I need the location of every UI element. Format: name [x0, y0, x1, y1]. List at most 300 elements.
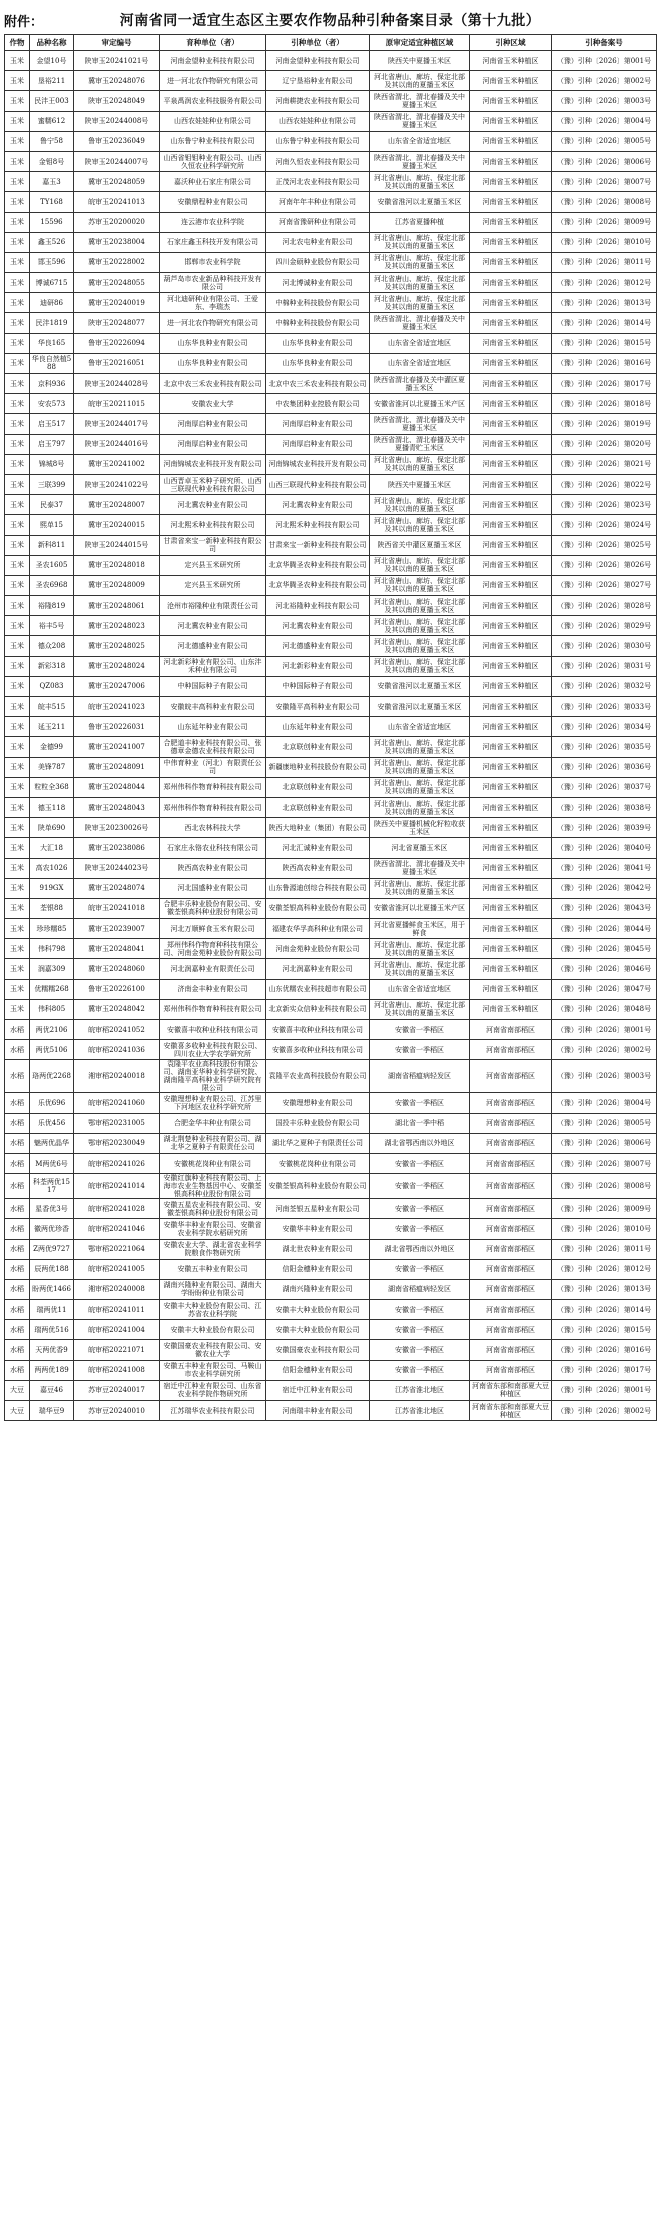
cell-variety: QZ083: [30, 676, 74, 696]
cell-crop: 玉米: [5, 717, 30, 737]
cell-original-region: 河北省夏播玉米区: [370, 838, 470, 858]
cell-intro-region: 河南省玉米种植区: [470, 737, 552, 757]
cell-breeder: 安徽红旗种业科技有限公司、上海市农业生物基因中心、安徽荃银高科种业股份有限公司: [160, 1174, 266, 1199]
cell-introducer: 福建农华孚高科种业有限公司: [266, 919, 370, 939]
cell-variety: 鲁宁58: [30, 131, 74, 151]
cell-original-region: 河北省唐山、廊坊、保定北部及其以南的夏播玉米区: [370, 71, 470, 91]
cell-breeder: 安徽丰大种业股份有限公司、江苏省农业科学院: [160, 1300, 266, 1320]
cell-approval-no: 冀审玉20240019: [74, 293, 160, 313]
table-row: [5, 1239, 657, 1259]
table-row: [5, 232, 657, 252]
cell-original-region: 陕西省渭北、渭北春播及关中夏播青贮玉米区: [370, 434, 470, 454]
cell-record-no: （豫）引种〔2026〕第018号: [552, 394, 657, 414]
cell-approval-no: 鄂审稻20231005: [74, 1113, 160, 1133]
cell-variety: 锦城8号: [30, 454, 74, 474]
cell-introducer: 中农集团种业控股有限公司: [266, 394, 370, 414]
cell-approval-no: 陕审玉20244017号: [74, 414, 160, 434]
cell-record-no: （豫）引种〔2026〕第007号: [552, 172, 657, 192]
cell-original-region: 安徽省一季稻区: [370, 1340, 470, 1360]
cell-original-region: 河北省唐山、廊坊、保定北部及其以南的夏播玉米区: [370, 515, 470, 535]
table-row: [5, 919, 657, 939]
table-row: [5, 1020, 657, 1040]
cell-variety: 大汇18: [30, 838, 74, 858]
cell-record-no: （豫）引种〔2026〕第008号: [552, 192, 657, 212]
cell-introducer: 安徽桃花岗种业有限公司: [266, 1153, 370, 1173]
cell-intro-region: 河南省南部稻区: [470, 1199, 552, 1219]
cell-breeder: 进一河北农作物研究有限公司: [160, 71, 266, 91]
cell-variety: 盼两优1466: [30, 1279, 74, 1299]
cell-crop: 玉米: [5, 454, 30, 474]
cell-record-no: （豫）引种〔2026〕第039号: [552, 818, 657, 838]
cell-introducer: 北京联创种业有限公司: [266, 797, 370, 817]
cell-crop: 玉米: [5, 333, 30, 353]
cell-variety: 粒粒全368: [30, 777, 74, 797]
cell-breeder: 平泉禹润农业科技服务有限公司: [160, 91, 266, 111]
cell-intro-region: 河南省玉米种植区: [470, 676, 552, 696]
table-row: [5, 1153, 657, 1173]
cell-introducer: 河南金望种业科技有限公司: [266, 51, 370, 71]
table-row: [5, 818, 657, 838]
cell-variety: 熙单15: [30, 515, 74, 535]
cell-crop: 玉米: [5, 91, 30, 111]
cell-breeder: 合肥道丰种业科技有限公司、张德章金德农业科技有限公司: [160, 737, 266, 757]
cell-breeder: 河南锦城农业科技开发有限公司: [160, 454, 266, 474]
cell-record-no: （豫）引种〔2026〕第012号: [552, 273, 657, 293]
cell-breeder: 郑州伟科作物育种科技有限公司: [160, 777, 266, 797]
cell-record-no: （豫）引种〔2026〕第026号: [552, 555, 657, 575]
cell-approval-no: 皖审稻20241005: [74, 1259, 160, 1279]
header-introducer: 引种单位（者）: [266, 35, 370, 51]
cell-variety: 润嘉309: [30, 959, 74, 979]
header-breeder: 育种单位（者）: [160, 35, 266, 51]
cell-approval-no: 鲁审玉20236049: [74, 131, 160, 151]
cell-record-no: （豫）引种〔2026〕第031号: [552, 656, 657, 676]
cell-approval-no: 皖审稻20241036: [74, 1040, 160, 1060]
cell-variety: 金德99: [30, 737, 74, 757]
cell-breeder: 葫芦岛市农业新品种科技开发有限公司: [160, 273, 266, 293]
cell-record-no: （豫）引种〔2026〕第029号: [552, 616, 657, 636]
table-row: [5, 1300, 657, 1320]
cell-intro-region: 河南省玉米种植区: [470, 717, 552, 737]
cell-approval-no: 冀审玉20248044: [74, 777, 160, 797]
cell-introducer: 北京华腾圣农种业科技有限公司: [266, 555, 370, 575]
cell-original-region: 河北省唐山、廊坊、保定北部及其以南的夏播玉米区: [370, 878, 470, 898]
cell-breeder: 河北万顺鲜食玉米有限公司: [160, 919, 266, 939]
cell-original-region: 河北省唐山、廊坊、保定北部及其以南的夏播玉米区: [370, 757, 470, 777]
cell-record-no: （豫）引种〔2026〕第003号: [552, 91, 657, 111]
cell-record-no: （豫）引种〔2026〕第047号: [552, 979, 657, 999]
cell-introducer: 安徽国豪农业科技有限公司: [266, 1340, 370, 1360]
cell-approval-no: 皖审稻20241008: [74, 1360, 160, 1380]
cell-intro-region: 河南省南部稻区: [470, 1153, 552, 1173]
cell-record-no: （豫）引种〔2026〕第007号: [552, 1153, 657, 1173]
cell-intro-region: 河南省玉米种植区: [470, 151, 552, 171]
table-body: [5, 51, 657, 1421]
cell-original-region: 陕西关中夏播机械化籽粒收获玉米区: [370, 818, 470, 838]
cell-approval-no: 皖审玉20241013: [74, 192, 160, 212]
cell-variety: 启玉797: [30, 434, 74, 454]
cell-breeder: 河北冀农种业有限公司: [160, 616, 266, 636]
cell-introducer: 河南久恒农业科技有限公司: [266, 151, 370, 171]
cell-original-region: 安徽省淮河以北夏播玉米区: [370, 192, 470, 212]
cell-crop: 玉米: [5, 898, 30, 918]
table-row: [5, 535, 657, 555]
table-row: [5, 1040, 657, 1060]
cell-introducer: 安徽隆平高科种业有限公司: [266, 697, 370, 717]
cell-variety: 辰两优188: [30, 1259, 74, 1279]
cell-original-region: 安徽省一季稻区: [370, 1153, 470, 1173]
cell-introducer: 山东鲁宁种业科技有限公司: [266, 131, 370, 151]
table-row: [5, 192, 657, 212]
table-row: [5, 979, 657, 999]
cell-breeder: 河北熙禾种业科技有限公司: [160, 515, 266, 535]
cell-record-no: （豫）引种〔2026〕第001号: [552, 1380, 657, 1400]
cell-intro-region: 河南省玉米种植区: [470, 192, 552, 212]
cell-approval-no: 冀审玉20248025: [74, 636, 160, 656]
cell-intro-region: 河南省玉米种植区: [470, 454, 552, 474]
cell-approval-no: 冀审玉20248009: [74, 575, 160, 595]
cell-original-region: 陕西省渭北春播及关中灌区夏播玉米区: [370, 374, 470, 394]
cell-crop: 大豆: [5, 1401, 30, 1421]
cell-introducer: 河南年年丰种业有限公司: [266, 192, 370, 212]
cell-crop: 水稻: [5, 1020, 30, 1040]
cell-original-region: 河北省夏播鲜食玉米区，用于鲜食: [370, 919, 470, 939]
cell-intro-region: 河南省玉米种植区: [470, 172, 552, 192]
table-row: [5, 293, 657, 313]
header-record-no: 引种备案号: [552, 35, 657, 51]
cell-variety: 乐优456: [30, 1113, 74, 1133]
cell-variety: 美锋787: [30, 757, 74, 777]
cell-approval-no: 冀审玉20248041: [74, 939, 160, 959]
table-row: [5, 414, 657, 434]
cell-breeder: 河北德盛种业有限公司: [160, 636, 266, 656]
cell-crop: 玉米: [5, 676, 30, 696]
cell-crop: 大豆: [5, 1380, 30, 1400]
cell-intro-region: 河南省玉米种植区: [470, 797, 552, 817]
cell-breeder: 郑州伟科作物育种科技有限公司: [160, 999, 266, 1019]
cell-intro-region: 河南省玉米种植区: [470, 111, 552, 131]
cell-crop: 玉米: [5, 374, 30, 394]
cell-original-region: 湖南省稻瘟病轻发区: [370, 1060, 470, 1093]
cell-intro-region: 河南省南部稻区: [470, 1340, 552, 1360]
table-row: [5, 777, 657, 797]
cell-approval-no: 冀审玉20248059: [74, 172, 160, 192]
cell-original-region: 陕西省渭北、渭北春播及关中夏播玉米区: [370, 858, 470, 878]
cell-record-no: （豫）引种〔2026〕第005号: [552, 1113, 657, 1133]
cell-record-no: （豫）引种〔2026〕第034号: [552, 717, 657, 737]
cell-introducer: 中种国际种子有限公司: [266, 676, 370, 696]
cell-introducer: 安徽丰大种业股份有限公司: [266, 1300, 370, 1320]
cell-crop: 玉米: [5, 71, 30, 91]
cell-record-no: （豫）引种〔2026〕第011号: [552, 1239, 657, 1259]
cell-variety: 星香优3号: [30, 1199, 74, 1219]
cell-introducer: 中棉种业科技股份有限公司: [266, 313, 370, 333]
cell-original-region: 安徽省淮河以北夏播玉米区: [370, 697, 470, 717]
cell-approval-no: 陕审玉20248049: [74, 91, 160, 111]
cell-intro-region: 河南省玉米种植区: [470, 979, 552, 999]
cell-original-region: 河北省唐山、廊坊、保定北部及其以南的夏播玉米区: [370, 252, 470, 272]
header-approval-no: 审定编号: [74, 35, 160, 51]
cell-breeder: 安徽喜丰收种业科技有限公司: [160, 1020, 266, 1040]
cell-approval-no: 皖审稻20241028: [74, 1199, 160, 1219]
cell-breeder: 安徽鼎程种业有限公司: [160, 192, 266, 212]
cell-approval-no: 陕审玉20241022号: [74, 474, 160, 494]
cell-variety: 魅两优晶华: [30, 1133, 74, 1153]
cell-intro-region: 河南省玉米种植区: [470, 71, 552, 91]
cell-approval-no: 苏审玉20200020: [74, 212, 160, 232]
cell-crop: 玉米: [5, 51, 30, 71]
cell-record-no: （豫）引种〔2026〕第035号: [552, 737, 657, 757]
cell-approval-no: 冀审玉20248091: [74, 757, 160, 777]
cell-approval-no: 冀审玉20248043: [74, 797, 160, 817]
cell-intro-region: 河南省玉米种植区: [470, 434, 552, 454]
cell-breeder: 安徽国豪农业科技有限公司、安徽农业大学: [160, 1340, 266, 1360]
cell-breeder: 宿迁中江种业有限公司、山东省农业科学院作物研究所: [160, 1380, 266, 1400]
cell-introducer: 河北新彩种业有限公司: [266, 656, 370, 676]
table-row: [5, 1380, 657, 1400]
cell-crop: 玉米: [5, 777, 30, 797]
cell-crop: 玉米: [5, 939, 30, 959]
table-row: [5, 999, 657, 1019]
cell-introducer: 甘肃来宝一新种业科技有限公司: [266, 535, 370, 555]
cell-original-region: 湖北省鄂西南以外地区: [370, 1239, 470, 1259]
cell-intro-region: 河南省玉米种植区: [470, 555, 552, 575]
cell-crop: 玉米: [5, 999, 30, 1019]
cell-introducer: 辽宁垦裕种业有限公司: [266, 71, 370, 91]
cell-breeder: 中种国际种子有限公司: [160, 676, 266, 696]
cell-approval-no: 冀审玉20247006: [74, 676, 160, 696]
table-row: [5, 797, 657, 817]
cell-variety: 瑞两优516: [30, 1320, 74, 1340]
table-row: [5, 51, 657, 71]
cell-intro-region: 河南省南部稻区: [470, 1040, 552, 1060]
cell-record-no: （豫）引种〔2026〕第014号: [552, 313, 657, 333]
cell-introducer: 湖北华之夏种子有限责任公司: [266, 1133, 370, 1153]
cell-breeder: 江苏瑞华农业科技有限公司: [160, 1401, 266, 1421]
cell-approval-no: 冀审玉20248076: [74, 71, 160, 91]
cell-variety: 天两优香9: [30, 1340, 74, 1360]
cell-intro-region: 河南省玉米种植区: [470, 374, 552, 394]
cell-record-no: （豫）引种〔2026〕第016号: [552, 1340, 657, 1360]
cell-record-no: （豫）引种〔2026〕第001号: [552, 1020, 657, 1040]
table-row: [5, 596, 657, 616]
cell-record-no: （豫）引种〔2026〕第019号: [552, 414, 657, 434]
table-row: [5, 1259, 657, 1279]
cell-original-region: 安徽省淮河以北夏播玉米区: [370, 676, 470, 696]
cell-breeder: 沧州市裕隆种业有限责任公司: [160, 596, 266, 616]
cell-intro-region: 河南省玉米种植区: [470, 636, 552, 656]
table-row: [5, 212, 657, 232]
cell-approval-no: 冀审玉20248024: [74, 656, 160, 676]
cell-record-no: （豫）引种〔2026〕第002号: [552, 71, 657, 91]
cell-record-no: （豫）引种〔2026〕第032号: [552, 676, 657, 696]
table-row: [5, 515, 657, 535]
cell-crop: 玉米: [5, 474, 30, 494]
cell-variety: 两优2106: [30, 1020, 74, 1040]
cell-original-region: 河北省唐山、廊坊、保定北部及其以南的夏播玉米区: [370, 797, 470, 817]
cell-introducer: 湖北世农种业有限公司: [266, 1239, 370, 1259]
cell-approval-no: 冀审玉20228002: [74, 252, 160, 272]
cell-record-no: （豫）引种〔2026〕第013号: [552, 293, 657, 313]
cell-original-region: 安徽省一季稻区: [370, 1320, 470, 1340]
cell-crop: 玉米: [5, 151, 30, 171]
cell-original-region: 安徽省一季稻区: [370, 1199, 470, 1219]
cell-breeder: 安徽农业大学、湖北省农业科学院粮食作物研究所: [160, 1239, 266, 1259]
cell-introducer: 北京中农三禾农业科技有限公司: [266, 374, 370, 394]
cell-introducer: 河南瑞丰种业有限公司: [266, 1401, 370, 1421]
cell-intro-region: 河南省南部稻区: [470, 1320, 552, 1340]
cell-record-no: （豫）引种〔2026〕第024号: [552, 515, 657, 535]
cell-variety: 两两优189: [30, 1360, 74, 1380]
cell-crop: 玉米: [5, 252, 30, 272]
cell-crop: 玉米: [5, 353, 30, 373]
cell-introducer: 北京联创种业有限公司: [266, 737, 370, 757]
cell-introducer: 河北博诚种业有限公司: [266, 273, 370, 293]
header-original-region: 原审定适宜种植区域: [370, 35, 470, 51]
cell-record-no: （豫）引种〔2026〕第012号: [552, 1259, 657, 1279]
cell-intro-region: 河南省南部稻区: [470, 1133, 552, 1153]
cell-record-no: （豫）引种〔2026〕第004号: [552, 1093, 657, 1113]
table-row: [5, 71, 657, 91]
cell-original-region: 安徽省一季稻区: [370, 1020, 470, 1040]
cell-intro-region: 河南省南部稻区: [470, 1300, 552, 1320]
cell-introducer: 山东鲁源迪创综合科技有限公司: [266, 878, 370, 898]
cell-variety: 鑫玉526: [30, 232, 74, 252]
cell-introducer: 安徽喜丰收种业科技有限公司: [266, 1020, 370, 1040]
cell-approval-no: 皖审稻20241014: [74, 1174, 160, 1199]
cell-intro-region: 河南省玉米种植区: [470, 656, 552, 676]
cell-variety: 珞两优2268: [30, 1060, 74, 1093]
cell-crop: 水稻: [5, 1340, 30, 1360]
cell-intro-region: 河南省玉米种植区: [470, 394, 552, 414]
cell-introducer: 河南锦城农业科技开发有限公司: [266, 454, 370, 474]
table-row: [5, 616, 657, 636]
cell-original-region: 安徽省一季稻区: [370, 1360, 470, 1380]
cell-introducer: 山东华良种业有限公司: [266, 333, 370, 353]
table-row: [5, 353, 657, 373]
cell-record-no: （豫）引种〔2026〕第008号: [552, 1174, 657, 1199]
cell-original-region: 陕西省渭北、渭北春播及关中夏播玉米区: [370, 313, 470, 333]
cell-crop: 玉米: [5, 111, 30, 131]
cell-variety: 乐优696: [30, 1093, 74, 1113]
cell-introducer: 河北润嘉种业有限公司: [266, 959, 370, 979]
cell-breeder: 河北润嘉种业有限责任公司: [160, 959, 266, 979]
cell-breeder: 安徽桃花岗种业有限公司: [160, 1153, 266, 1173]
cell-intro-region: 河南省玉米种植区: [470, 858, 552, 878]
cell-breeder: 郑州伟科作物育种科技有限公司、河南金苑种业股份有限公司: [160, 939, 266, 959]
cell-original-region: 安徽省一季稻区: [370, 1259, 470, 1279]
cell-breeder: 山西省钼钼种业有限公司、山西久恒农业科学研究所: [160, 151, 266, 171]
cell-variety: 三联399: [30, 474, 74, 494]
cell-introducer: 河北冀农种业有限公司: [266, 616, 370, 636]
cell-breeder: 河南厚启种业有限公司: [160, 434, 266, 454]
cell-record-no: （豫）引种〔2026〕第017号: [552, 374, 657, 394]
cell-variety: 华良165: [30, 333, 74, 353]
cell-intro-region: 河南省玉米种植区: [470, 495, 552, 515]
cell-approval-no: 鄂审稻20221064: [74, 1239, 160, 1259]
table-row: [5, 1133, 657, 1153]
cell-record-no: （豫）引种〔2026〕第010号: [552, 1219, 657, 1239]
cell-crop: 玉米: [5, 818, 30, 838]
cell-intro-region: 河南省玉米种植区: [470, 616, 552, 636]
cell-approval-no: 冀审玉20248060: [74, 959, 160, 979]
cell-intro-region: 河南省玉米种植区: [470, 697, 552, 717]
table-row: [5, 1360, 657, 1380]
cell-approval-no: 陕审玉20244007号: [74, 151, 160, 171]
cell-crop: 水稻: [5, 1219, 30, 1239]
cell-original-region: 山东省全省适宜地区: [370, 979, 470, 999]
cell-crop: 玉米: [5, 737, 30, 757]
cell-introducer: 陕西大地种业（集团）有限公司: [266, 818, 370, 838]
cell-approval-no: 冀审玉20238004: [74, 232, 160, 252]
cell-record-no: （豫）引种〔2026〕第002号: [552, 1401, 657, 1421]
table-row: [5, 1174, 657, 1199]
cell-approval-no: 鲁审玉20226031: [74, 717, 160, 737]
cell-variety: 新彩318: [30, 656, 74, 676]
cell-breeder: 袁隆平农业高科技股份有限公司、湖南亚华种业科学研究院、湖南隆平高科种业科学研究院有限公司: [160, 1060, 266, 1093]
cell-record-no: （豫）引种〔2026〕第021号: [552, 454, 657, 474]
table-row: [5, 374, 657, 394]
table-row: [5, 474, 657, 494]
table-row: [5, 273, 657, 293]
cell-intro-region: 河南省南部稻区: [470, 1093, 552, 1113]
cell-introducer: 北京联创种业有限公司: [266, 777, 370, 797]
cell-intro-region: 河南省玉米种植区: [470, 252, 552, 272]
cell-crop: 玉米: [5, 414, 30, 434]
cell-crop: 水稻: [5, 1300, 30, 1320]
cell-breeder: 湖南兴隆种业有限公司、湖南大学盼盼种业有限公司: [160, 1279, 266, 1299]
cell-breeder: 连云港市农业科学院: [160, 212, 266, 232]
cell-breeder: 安徽华丰种业有限公司、安徽省农业科学院水稻研究所: [160, 1219, 266, 1239]
cell-record-no: （豫）引种〔2026〕第023号: [552, 495, 657, 515]
cell-record-no: （豫）引种〔2026〕第048号: [552, 999, 657, 1019]
cell-introducer: 山东延年种业有限公司: [266, 717, 370, 737]
cell-variety: 科荃两优1517: [30, 1174, 74, 1199]
cell-intro-region: 河南省南部稻区: [470, 1020, 552, 1040]
cell-breeder: 河北新彩种业有限公司、山东沣禾种业有限公司: [160, 656, 266, 676]
cell-introducer: 河南耕捷农业科技有限公司: [266, 91, 370, 111]
cell-crop: 玉米: [5, 878, 30, 898]
cell-record-no: （豫）引种〔2026〕第041号: [552, 858, 657, 878]
cell-breeder: 安徽皖丰高科种业有限公司: [160, 697, 266, 717]
cell-variety: 德众208: [30, 636, 74, 656]
cell-approval-no: 皖审稻20221071: [74, 1340, 160, 1360]
cell-record-no: （豫）引种〔2026〕第010号: [552, 232, 657, 252]
cell-breeder: 山东鲁宁种业科技有限公司: [160, 131, 266, 151]
cell-breeder: 石家庄永铬农业科技有限公司: [160, 838, 266, 858]
cell-variety: 瑞华豆9: [30, 1401, 74, 1421]
cell-record-no: （豫）引种〔2026〕第003号: [552, 1060, 657, 1093]
cell-crop: 水稻: [5, 1060, 30, 1093]
cell-approval-no: 皖审稻20241046: [74, 1219, 160, 1239]
document-title: 河南省同一适宜生态区主要农作物品种引种备案目录（第十九批）: [119, 13, 541, 29]
cell-variety: 荃银88: [30, 898, 74, 918]
cell-original-region: 湖北省鄂西南以外地区: [370, 1133, 470, 1153]
table-row: [5, 656, 657, 676]
cell-intro-region: 河南省玉米种植区: [470, 818, 552, 838]
cell-original-region: 江苏省淮北地区: [370, 1401, 470, 1421]
cell-intro-region: 河南省玉米种植区: [470, 212, 552, 232]
cell-breeder: 合肥丰乐种业股份有限公司、安徽荃银高科种业股份有限公司: [160, 898, 266, 918]
cell-original-region: 陕西省渭北、渭北春播及关中夏播玉米区: [370, 111, 470, 131]
cell-record-no: （豫）引种〔2026〕第006号: [552, 1133, 657, 1153]
cell-approval-no: 冀审玉20248074: [74, 878, 160, 898]
cell-variety: 金钼8号: [30, 151, 74, 171]
cell-crop: 水稻: [5, 1113, 30, 1133]
cell-variety: 伟科798: [30, 939, 74, 959]
cell-introducer: 安徽华丰种业有限公司: [266, 1219, 370, 1239]
cell-breeder: 合肥金华丰种业有限公司: [160, 1113, 266, 1133]
